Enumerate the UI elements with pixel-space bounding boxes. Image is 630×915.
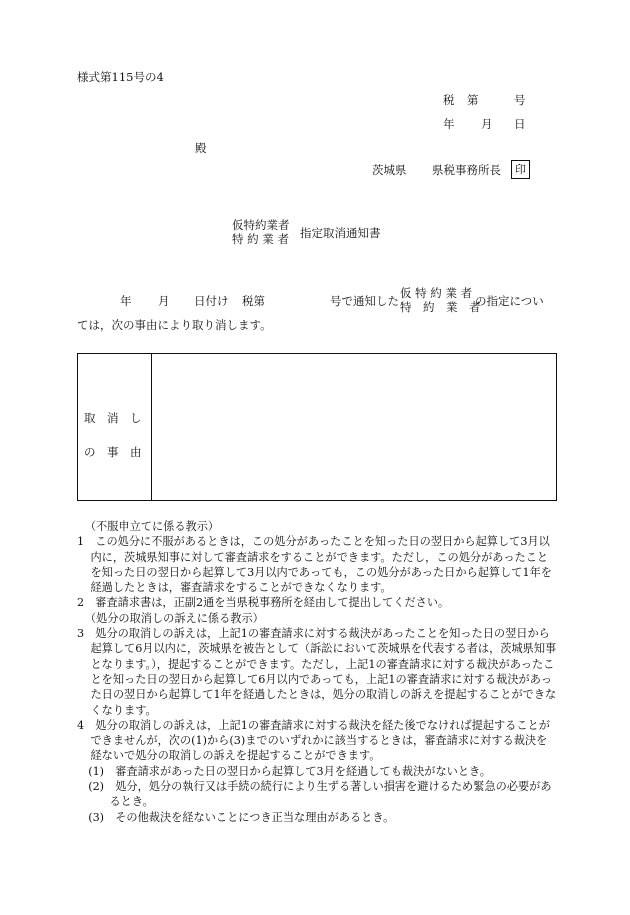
date-day: 日 xyxy=(514,117,526,131)
body-stack-line2: 特 約 業 者 xyxy=(400,300,481,314)
doc-number-tax: 税 xyxy=(443,93,455,107)
form-number: 様式第115号の4 xyxy=(77,70,164,84)
issuer-title: 県税事務所長 xyxy=(432,163,501,177)
notice-sub-2: (2) 処分，処分の執行又は手続の続行により生ずる著しい損害を避けるため緊急の必要があるとき。 xyxy=(88,780,552,809)
doc-number-dai: 第 xyxy=(467,93,479,107)
body-stack-line1: 仮 特 約 業 者 xyxy=(400,286,473,300)
reason-divider xyxy=(151,354,152,500)
title-stack xyxy=(232,218,290,246)
body-month: 月 xyxy=(158,294,170,308)
body-tax-no: 税第 xyxy=(242,294,265,308)
notice-heading-lawsuit: （処分の取消しの訴えに係る教示） xyxy=(84,611,264,625)
notice-item-2: 2 審査請求書は，正副2通を当県税事務所を経由して提出してください。 xyxy=(77,596,450,610)
seal-mark: 印 xyxy=(511,160,530,179)
notice-item-4: 4 処分の取消しの訴えは，上記1の審査請求に対する裁決を経た後でなければ提起することができませんが，次の(1)から(3)までのいずれかに該当するときは，審査請求に対する裁決を経ないで処分の取消しの訴えを提起することができます。 xyxy=(77,718,550,763)
notice-sub-3: (3) その他裁決を経ないことにつき正当な理由があるとき。 xyxy=(88,810,395,824)
body-stack xyxy=(400,286,481,314)
body-line2: ては，次の事由により取り消します。 xyxy=(77,318,272,332)
notice-heading-appeal: （不服申立てに係る教示） xyxy=(84,520,220,533)
issuer-prefecture: 茨城県 xyxy=(372,163,407,177)
notice-section xyxy=(77,519,557,825)
body-designation-tail: の指定につい xyxy=(475,294,544,308)
date-month: 月 xyxy=(481,117,493,131)
reason-label-line1: 取 消 し xyxy=(84,411,142,425)
body-year: 年 xyxy=(120,294,132,308)
addressee-suffix: 殿 xyxy=(195,141,207,155)
body-notified-as: 号で通知した xyxy=(330,294,399,308)
notice-sub-1: (1) 審査請求があった日の翌日から起算して3月を経過しても裁決がないとき。 xyxy=(88,764,491,778)
date-year: 年 xyxy=(443,117,455,131)
doc-number-go: 号 xyxy=(514,93,526,107)
title-stack-line1: 仮特約業者 xyxy=(232,218,290,232)
title-suffix: 指定取消通知書 xyxy=(300,226,381,240)
notice-item-1: 1 この処分に不服があるときは，この処分があったことを知った日の翌日から起算して3月以内に，茨城県知事に対して審査請求をすることができます。ただし，この処分があったことを知った日の翌日から起算して3月以内であっても，この処分があった日から起算して1年を経過したときは，審査請求をすることができなくなります。 xyxy=(77,535,552,595)
body-day-dated: 日付け xyxy=(194,294,229,308)
reason-label-line2: の 事 由 xyxy=(84,445,142,459)
title-stack-line2: 特 約 業 者 xyxy=(232,232,289,246)
reason-table xyxy=(77,353,557,501)
notice-item-3: 3 処分の取消しの訴えは，上記1の審査請求に対する裁決があったことを知った日の翌日から起算して6月以内に，茨城県を被告として（訴訟において茨城県を代表する者は，茨城県知事となります。），提起することができます。ただし，上記1の審査請求に対する裁決があったことを知った日の翌日から起算して6月以内であっても，上記1の審査請求に対する裁決があった日の翌日から起算して1年を経過したときは，処分の取消しの訴えを提起することができなくなります。 xyxy=(77,627,557,717)
